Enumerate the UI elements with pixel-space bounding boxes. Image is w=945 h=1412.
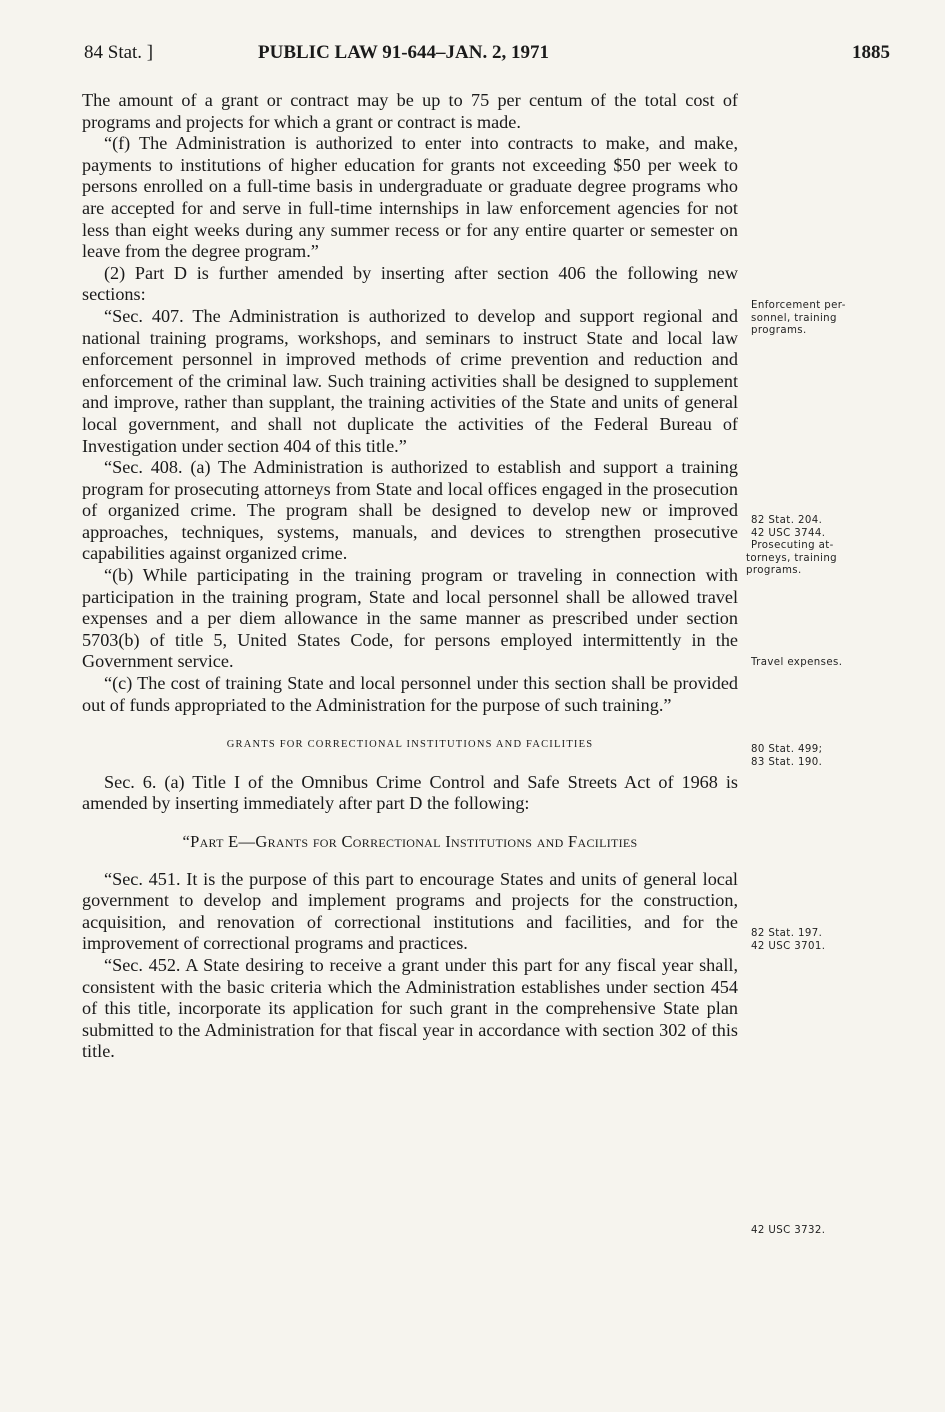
law-title: PUBLIC LAW 91-644–JAN. 2, 1971 (258, 42, 550, 63)
paragraph: The amount of a grant or contract may be up to 75 per centum of the total cost of programs and projects for which a grant or contract is made. (82, 90, 738, 132)
margin-note: 82 Stat. 204. 42 USC 3744. Prosecuting at- torneys, training programs. (746, 515, 838, 576)
section-heading: GRANTS FOR CORRECTIONAL INSTITUTIONS AND FACILITIES (226, 739, 594, 751)
paragraph: “(c) The cost of training State and local personnel under this section shall be provided out of funds appropriated to the Administration for the purpose of such training.” (82, 673, 738, 715)
paragraph: “Sec. 452. A State desiring to receive a grant under this part for any fiscal year shall, consistent with the basic criteria which the Administration establishes under section 454 of this title, incorporate its application for such grant in the comprehensive State plan submitted to the Administration for that fiscal year in accordance with section 302 of this title. (82, 954, 738, 1062)
paragraph: “(f) The Administration is authorized to enter into contracts to make, and make, payments to institutions of higher education for grants not exceeding $50 per week to persons enrolled on a full-time basis in undergraduate or graduate degree programs who are accepted for and serve in full-time internships in law enforcement agencies for not less than eight weeks during any summer recess or for any entire quarter or semester on leave from the degree program.” (82, 133, 738, 262)
paragraph: “Sec. 407. The Administration is authorized to develop and support regional and national training programs, workshops, and seminars to instruct State and local law enforcement personnel in improved methods of crime prevention and reduction and enforcement of the criminal law. Such training activities shall be designed to supplement and improve, rather than supplant, the training activities of the State and units of general local government, and shall not duplicate the activities of the Federal Bureau of Investigation under section 404 of this title.” (82, 305, 738, 456)
paragraph: Sec. 6. (a) Title I of the Omnibus Crime Control and Safe Streets Act of 1968 is amended by inserting immediately after part D the following: (82, 771, 738, 814)
volume-reference: 84 Stat. ] (84, 42, 154, 63)
margin-note: Travel expenses. (751, 657, 843, 668)
page-number: 1885 (852, 42, 890, 63)
paragraph: (2) Part D is further amended by inserting after section 406 the following new sections: (82, 262, 738, 305)
margin-note: Enforcement per- sonnel, training programs. (751, 300, 846, 336)
page-header (82, 40, 892, 68)
margin-note: 80 Stat. 499; 83 Stat. 190. (751, 744, 823, 768)
margin-note: 82 Stat. 197. 42 USC 3701. (751, 928, 826, 952)
part-heading: “Part E—Grants for Correctional Institutions and Facilities (182, 832, 638, 851)
body-text (82, 90, 738, 1063)
paragraph: “(b) While participating in the training program or traveling in connection with participation in the training program, State and local personnel shall be allowed travel expenses and a per diem allowance in the same manner as prescribed under section 5703(b) of title 5, United States Code, for persons employed intermittently in the Government service. (82, 565, 738, 672)
paragraph: “Sec. 408. (a) The Administration is authorized to establish and support a training program for prosecuting attorneys from State and local offices engaged in the prosecution of organized crime. The program shall be designed to develop new or improved approaches, techniques, systems, manuals, and devices to strengthen prosecutive capabilities against organized crime. (82, 457, 738, 564)
paragraph: “Sec. 451. It is the purpose of this part to encourage States and units of general local government to develop and implement programs and projects for the construction, acquisition, and renovation of correctional institutions and facilities, and for the improvement of correctional programs and practices. (82, 868, 738, 954)
margin-note: 42 USC 3732. (751, 1225, 826, 1236)
